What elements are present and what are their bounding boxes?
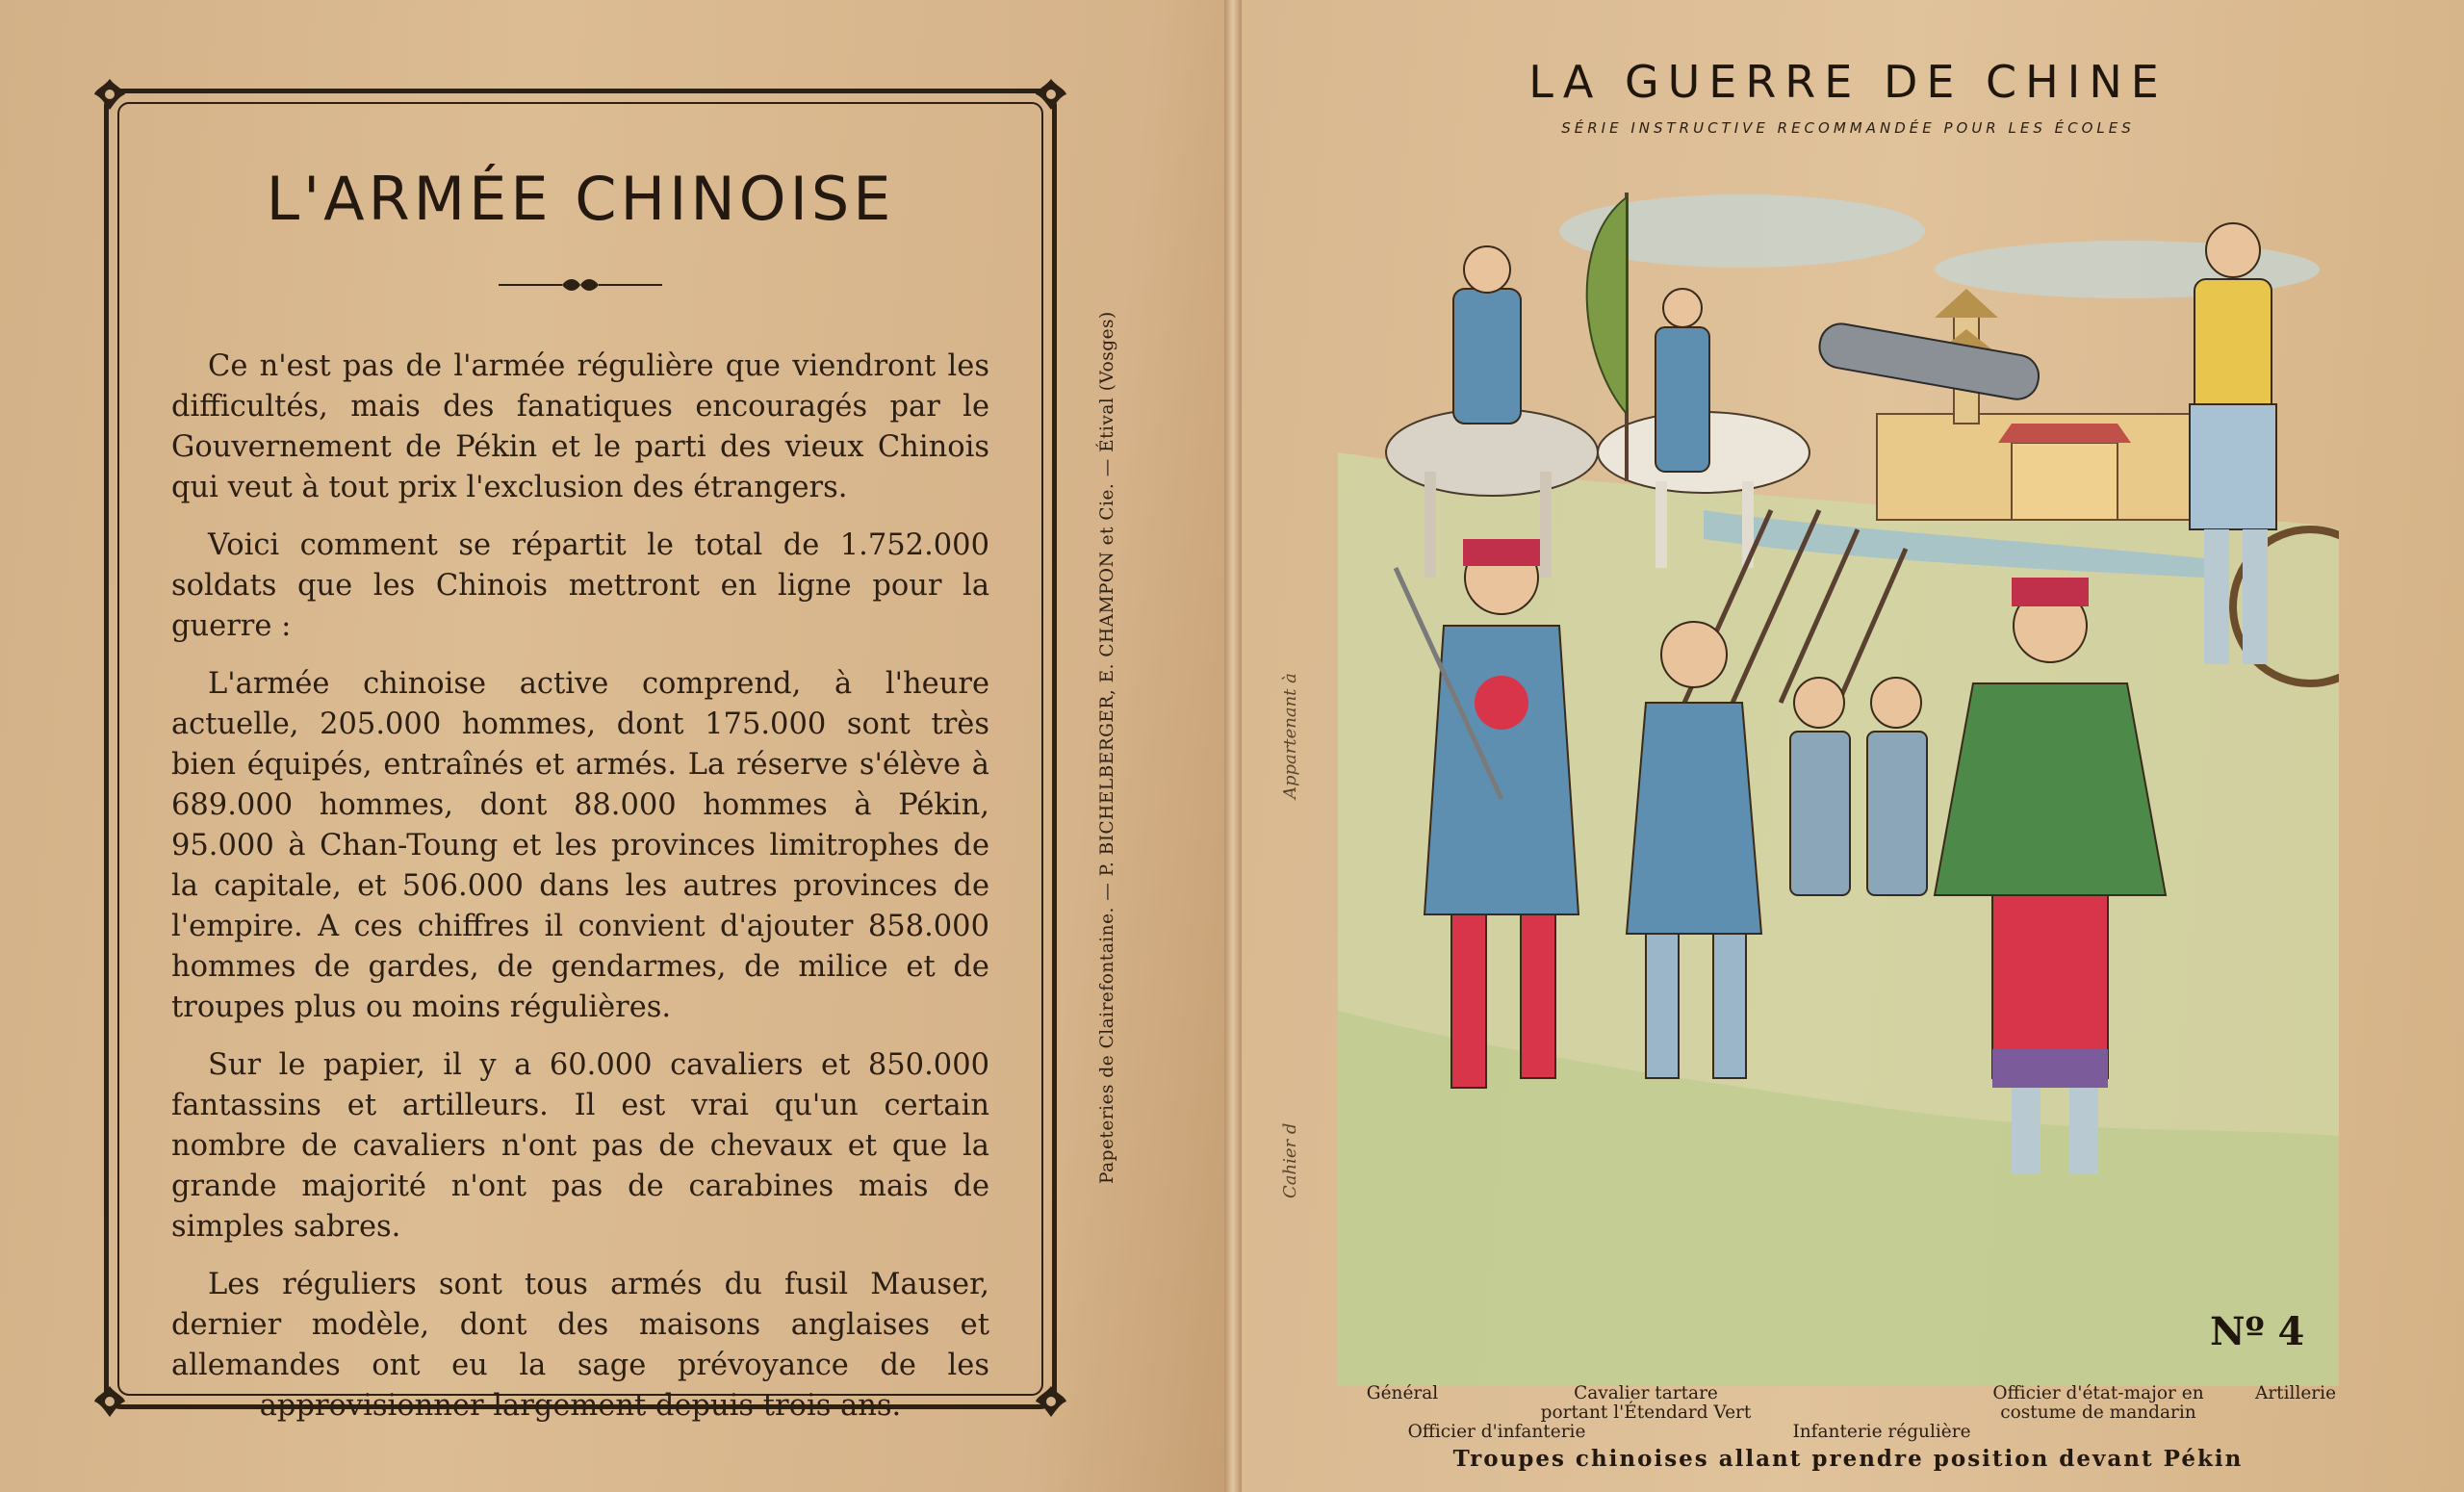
- corner-ornament-icon: [1032, 75, 1070, 114]
- paragraph: Ce n'est pas de l'armée régulière que viendront les difficultés, mais des fanatiques encouragés par le Gouvernement de Pékin et le parti des vieux Chinois qui veut à tout prix l'exclusion des étrangers.: [171, 349, 989, 504]
- left-page: [0, 0, 1224, 1492]
- battle-illustration: [1338, 164, 2339, 1386]
- plate-number: Nº 4: [2210, 1309, 2305, 1354]
- illustration-caption: Troupes chinoises allant prendre position devant Pékin: [1452, 1446, 2244, 1472]
- paragraph: Les réguliers sont tous armés du fusil Mauser, dernier modèle, dont des maisons anglaises et allemandes ont eu la sage prévoyance de les approvisionner largement depuis trois ans.: [171, 1268, 989, 1423]
- page-title: L'ARMÉE CHINOISE: [266, 164, 895, 234]
- paragraph: L'armée chinoise active comprend, à l'heure actuelle, 205.000 hommes, dont 175.000 sont très bien équipés, entraînés et armés. La réserve s'élève à 689.000 hommes, dont 88.000 hommes à Pékin, 95.000 à Chan-Toung et les provinces limitrophes de la capitale, et 506.000 dans les autres provinces de l'empire. A ces chiffres il convient d'ajouter 858.000 hommes de gardes, de gendarmes, de milice et de troupes plus ou moins régulières.: [171, 667, 989, 1024]
- corner-ornament-icon: [90, 1382, 129, 1421]
- corner-ornament-icon: [90, 75, 129, 114]
- caption-cavalier: Cavalier tartare portant l'Étendard Vert: [1540, 1383, 1752, 1423]
- flourish-divider-icon: [499, 273, 662, 296]
- publisher-imprint: Papeteries de Clairefontaine. — P. BICHELBERGER, E. CHAMPON et Cie. — Étival (Vosges): [1097, 311, 1117, 1184]
- article-body: [171, 347, 989, 1444]
- paragraph: Voici comment se répartit le total de 1.752.000 soldats que les Chinois mettront en ligne pour la guerre :: [171, 528, 989, 643]
- city-walls: [1877, 414, 2243, 520]
- paragraph: Sur le papier, il y a 60.000 cavaliers et 850.000 fantassins et artilleurs. Il est vrai qu'un certain nombre de cavaliers n'ont pas de chevaux et que la grande majorité n'ont pas de carabines mais de simples sabres.: [171, 1048, 989, 1244]
- owner-label: Appartenant à: [1280, 673, 1300, 799]
- cover-subtitle: SÉRIE INSTRUCTIVE RECOMMANDÉE POUR LES ÉCOLES: [1561, 119, 2135, 137]
- caption-artillery: Artillerie: [2254, 1383, 2337, 1403]
- book-gutter: [1224, 0, 1242, 1492]
- notebook-label: Cahier d: [1280, 1122, 1300, 1198]
- cover-title: LA GUERRE DE CHINE: [1528, 56, 2168, 108]
- corner-ornament-icon: [1032, 1382, 1070, 1421]
- caption-staff-officer: Officier d'état-major en costume de mandarin: [1992, 1383, 2204, 1423]
- caption-regular-infantry: Infanterie régulière: [1792, 1422, 1971, 1442]
- caption-general: Général: [1366, 1383, 1439, 1403]
- caption-infantry-officer: Officier d'infanterie: [1407, 1422, 1586, 1442]
